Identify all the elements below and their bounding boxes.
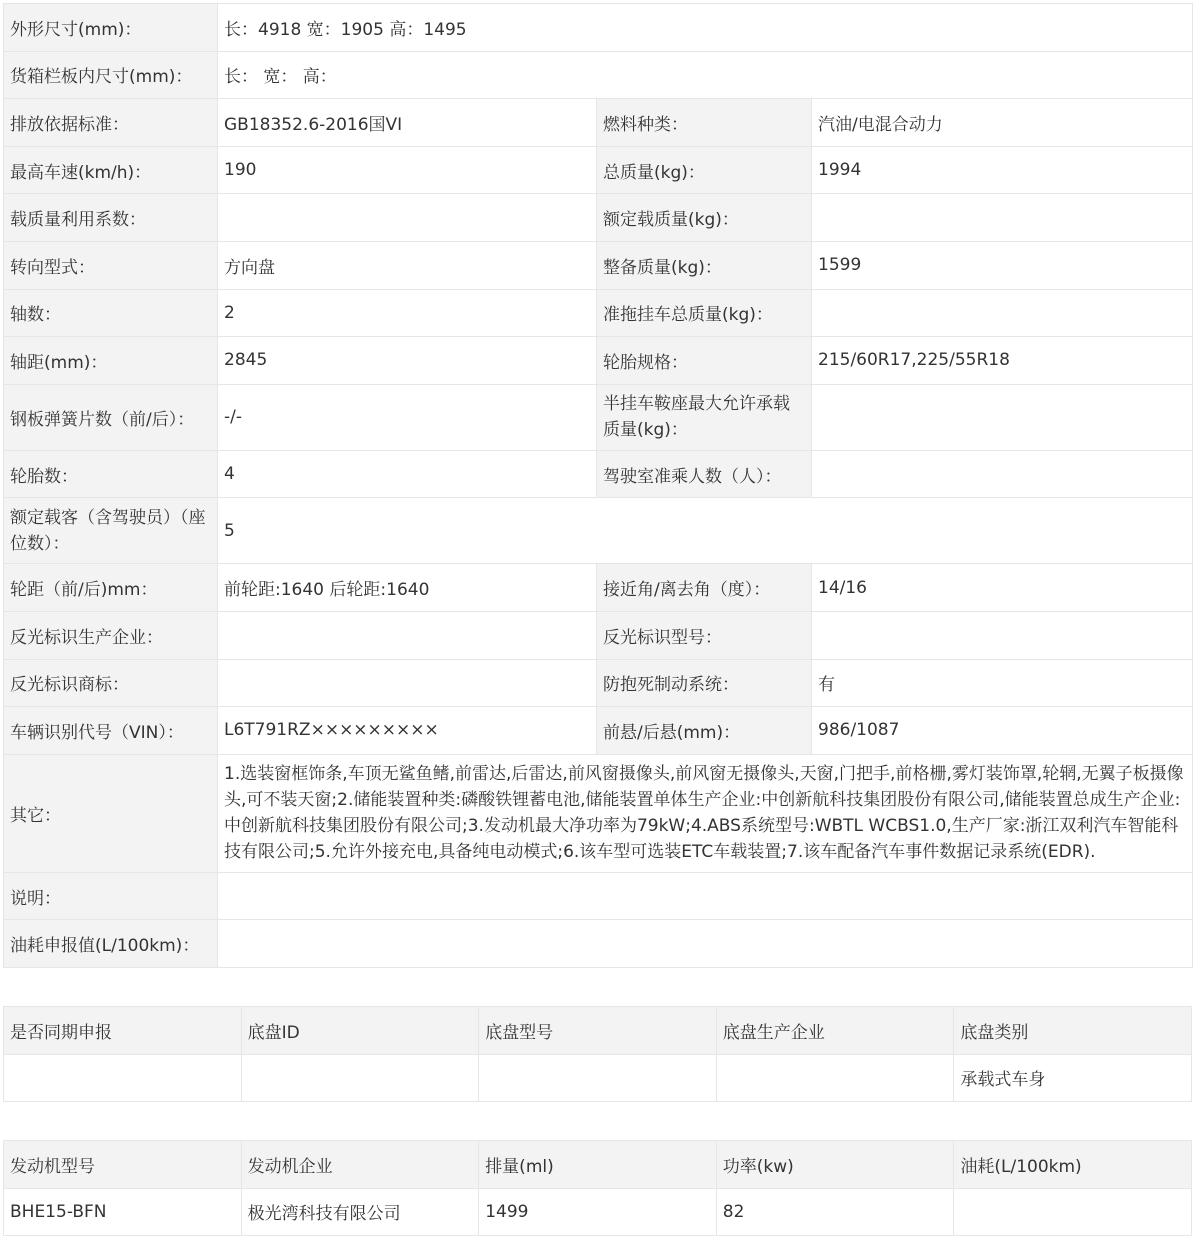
spec-value: 方向盘: [218, 241, 597, 289]
spec-row-tire-count: [4, 450, 1193, 498]
engine-cell: BHE15-BFN: [4, 1188, 242, 1236]
spec-label: 半挂车鞍座最大允许承载质量(kg)：: [597, 384, 812, 450]
spec-value: 长：4918 宽：1905 高：1495: [218, 4, 1193, 52]
spec-label: 车辆识别代号（VIN）：: [4, 707, 218, 755]
spec-label: 转向型式：: [4, 241, 218, 289]
spec-value: 4: [218, 450, 597, 498]
spec-value: 5: [218, 498, 1193, 564]
chassis-table: [3, 1006, 1192, 1102]
spec-value: [812, 450, 1193, 498]
spec-value: 215/60R17,225/55R18: [812, 337, 1193, 385]
spec-row-wheelbase: [4, 337, 1193, 385]
spec-row-speed: [4, 146, 1193, 194]
spec-value: 1994: [812, 146, 1193, 194]
spec-row-notes: [4, 872, 1193, 920]
spec-value: 2: [218, 289, 597, 337]
spec-value: GB18352.6-2016国VI: [218, 99, 597, 147]
engine-cell: 82: [716, 1188, 954, 1236]
engine-header: 功率(kw): [716, 1141, 954, 1189]
spec-label: 轴数：: [4, 289, 218, 337]
spec-row-reflector-maker: [4, 611, 1193, 659]
engine-table: [3, 1140, 1192, 1236]
spec-label: 说明：: [4, 872, 218, 920]
spec-label: 外形尺寸(mm)：: [4, 4, 218, 52]
vehicle-spec-table: [3, 3, 1193, 968]
chassis-header: 底盘生产企业: [716, 1007, 954, 1055]
spec-value: [218, 872, 1193, 920]
spec-label: 排放依据标准：: [4, 99, 218, 147]
spec-value: 2845: [218, 337, 597, 385]
spec-value: -/-: [218, 384, 597, 450]
chassis-cell: [241, 1054, 479, 1102]
chassis-cell: [4, 1054, 242, 1102]
engine-header: 发动机企业: [241, 1141, 479, 1189]
spec-value: [812, 289, 1193, 337]
spec-row-load-factor: [4, 194, 1193, 242]
spec-label: 反光标识商标：: [4, 659, 218, 707]
spec-label: 最高车速(km/h)：: [4, 146, 218, 194]
spec-value: 有: [812, 659, 1193, 707]
spec-row-track: [4, 564, 1193, 612]
spec-label: 驾驶室准乘人数（人）：: [597, 450, 812, 498]
spec-row-axles: [4, 289, 1193, 337]
spec-label: 反光标识生产企业：: [4, 611, 218, 659]
spec-value: 986/1087: [812, 707, 1193, 755]
chassis-header: 是否同期申报: [4, 1007, 242, 1055]
spec-value: [218, 920, 1193, 968]
engine-header: 发动机型号: [4, 1141, 242, 1189]
engine-cell: [954, 1188, 1192, 1236]
spec-value: 长： 宽： 高：: [218, 51, 1193, 99]
engine-header: 油耗(L/100km): [954, 1141, 1192, 1189]
chassis-header: 底盘型号: [479, 1007, 717, 1055]
chassis-cell: [479, 1054, 717, 1102]
chassis-header: 底盘ID: [241, 1007, 479, 1055]
spec-value: [812, 384, 1193, 450]
spec-value: [812, 194, 1193, 242]
spec-label: 额定载质量(kg)：: [597, 194, 812, 242]
spec-row-fuel-consumption: [4, 920, 1193, 968]
engine-cell: 1499: [479, 1188, 717, 1236]
engine-data-row: [4, 1188, 1192, 1236]
chassis-cell: [716, 1054, 954, 1102]
spec-row-steering: [4, 241, 1193, 289]
spec-label: 钢板弹簧片数（前/后）：: [4, 384, 218, 450]
spec-label: 轴距(mm)：: [4, 337, 218, 385]
spec-label: 轮距（前/后)mm：: [4, 564, 218, 612]
spec-value: [218, 659, 597, 707]
spec-value: 1599: [812, 241, 1193, 289]
spec-label: 整备质量(kg)：: [597, 241, 812, 289]
spec-row-other: [4, 754, 1193, 872]
spec-row-reflector-brand: [4, 659, 1193, 707]
spec-label: 轮胎规格：: [597, 337, 812, 385]
spec-row-passengers: [4, 498, 1193, 564]
spec-value: 前轮距:1640 后轮距:1640: [218, 564, 597, 612]
spec-value: 汽油/电混合动力: [812, 99, 1193, 147]
spec-label: 轮胎数：: [4, 450, 218, 498]
spec-label: 货箱栏板内尺寸(mm)：: [4, 51, 218, 99]
spec-value: [812, 611, 1193, 659]
spec-value: 14/16: [812, 564, 1193, 612]
spec-label: 反光标识型号：: [597, 611, 812, 659]
spec-label: 其它：: [4, 754, 218, 872]
spec-row-dimensions: [4, 4, 1193, 52]
spec-label: 接近角/离去角（度）：: [597, 564, 812, 612]
spec-label: 前悬/后悬(mm)：: [597, 707, 812, 755]
spec-value: 190: [218, 146, 597, 194]
engine-header-row: [4, 1141, 1192, 1189]
spec-row-cargo-box: [4, 51, 1193, 99]
spec-value: L6T791RZ×××××××××: [218, 707, 597, 755]
spec-row-emission: [4, 99, 1193, 147]
spec-value: [218, 611, 597, 659]
chassis-header: 底盘类别: [954, 1007, 1192, 1055]
engine-header: 排量(ml): [479, 1141, 717, 1189]
spec-label: 燃料种类：: [597, 99, 812, 147]
spec-row-leaf-springs: [4, 384, 1193, 450]
spec-label: 额定载客（含驾驶员）（座位数）：: [4, 498, 218, 564]
spec-label: 总质量(kg)：: [597, 146, 812, 194]
spec-label: 油耗申报值(L/100km)：: [4, 920, 218, 968]
chassis-data-row: [4, 1054, 1192, 1102]
spec-label: 准拖挂车总质量(kg)：: [597, 289, 812, 337]
spec-value: 1.选装窗框饰条,车顶无鲨鱼鳍,前雷达,后雷达,前风窗摄像头,前风窗无摄像头,天窗,门把手,前格栅,雾灯装饰罩,轮辋,无翼子板摄像头,可不装天窗;2.储能装置种类:磷酸铁锂蓄电池,储能装置单体生产企业:中创新航科技集团股份有限公司,储能装置总成生产企业:中创新航科技集团股份有限公司;3.发动机最大净功率为79kW;4.ABS系统型号:WBTL WCBS1.0,生产厂家:浙江双利汽车智能科技有限公司;5.允许外接充电,具备纯电动模式;6.该车型可选装ETC车载装置;7.该车配备汽车事件数据记录系统(EDR).: [218, 754, 1193, 872]
chassis-header-row: [4, 1007, 1192, 1055]
spec-label: 防抱死制动系统：: [597, 659, 812, 707]
chassis-cell: 承载式车身: [954, 1054, 1192, 1102]
spec-value: [218, 194, 597, 242]
spec-row-vin: [4, 707, 1193, 755]
engine-cell: 极光湾科技有限公司: [241, 1188, 479, 1236]
spec-label: 载质量利用系数：: [4, 194, 218, 242]
